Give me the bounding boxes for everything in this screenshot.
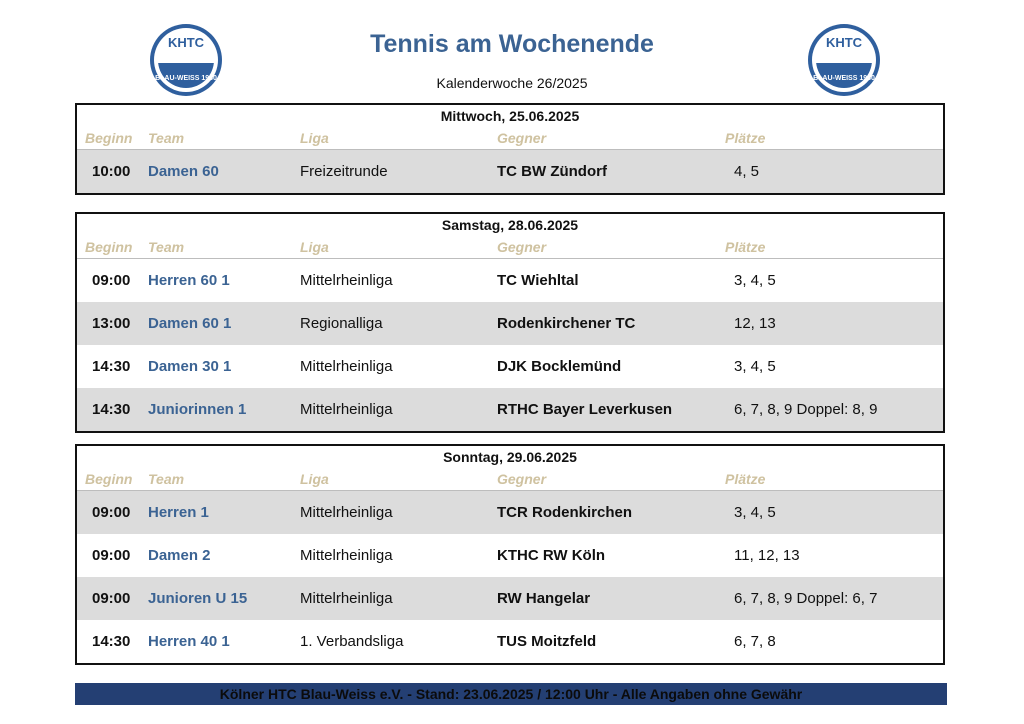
column-header-row: [77, 468, 943, 490]
match-time: 09:00: [92, 272, 131, 289]
match-opponent: Rodenkirchener TC: [497, 315, 636, 332]
match-courts: 12, 13: [734, 315, 776, 332]
column-header-plaetze: Plätze: [725, 239, 766, 255]
match-team: Herren 60 1: [148, 272, 230, 289]
match-courts: 3, 4, 5: [734, 358, 776, 375]
match-courts: 3, 4, 5: [734, 272, 776, 289]
match-opponent: KTHC RW Köln: [497, 547, 606, 564]
logo-text-bottom: BLAU-WEISS 1930: [155, 75, 217, 82]
match-time: 14:30: [92, 401, 131, 418]
match-opponent: TC BW Zündorf: [497, 163, 607, 180]
day-title: Mittwoch, 25.06.2025: [440, 108, 580, 124]
day-title: Sonntag, 29.06.2025: [443, 449, 577, 465]
page-title: Tennis am Wochenende: [370, 30, 654, 58]
match-league: Regionalliga: [300, 315, 383, 332]
match-row: [77, 302, 943, 345]
match-courts: 11, 12, 13: [734, 547, 800, 564]
column-header-team: Team: [148, 130, 185, 146]
column-header-liga: Liga: [300, 130, 329, 146]
footer-bar: Kölner HTC Blau-Weiss e.V. - Stand: 23.06.2025 / 12:00 Uhr - Alle Angaben ohne Gewähr: [75, 683, 947, 705]
column-header-gegner: Gegner: [497, 471, 547, 487]
match-time: 10:00: [92, 163, 131, 180]
match-opponent: RW Hangelar: [497, 590, 591, 607]
day-block-sunday: [75, 444, 945, 665]
match-team: Damen 30 1: [148, 358, 232, 375]
match-team: Junioren U 15: [148, 590, 248, 607]
column-header-row: [77, 236, 943, 258]
column-header-team: Team: [148, 471, 185, 487]
match-team: Herren 1: [148, 504, 209, 521]
column-header-plaetze: Plätze: [725, 130, 766, 146]
column-header-beginn: Beginn: [85, 130, 133, 146]
match-row: [77, 258, 943, 302]
match-courts: 6, 7, 8: [734, 633, 776, 650]
column-header-plaetze: Plätze: [725, 471, 766, 487]
match-league: Mittelrheinliga: [300, 401, 393, 418]
match-league: Mittelrheinliga: [300, 547, 393, 564]
match-courts: 3, 4, 5: [734, 504, 776, 521]
match-league: Mittelrheinliga: [300, 272, 393, 289]
match-opponent: DJK Bocklemünd: [497, 358, 622, 375]
match-row: [77, 577, 943, 620]
match-courts: 6, 7, 8, 9 Doppel: 8, 9: [734, 401, 878, 418]
logo-text-bottom: BLAU-WEISS 1930: [813, 75, 875, 82]
match-courts: 4, 5: [734, 163, 760, 180]
match-courts: 6, 7, 8, 9 Doppel: 6, 7: [734, 590, 878, 607]
match-league: Mittelrheinliga: [300, 504, 393, 521]
day-title: Samstag, 28.06.2025: [441, 217, 579, 233]
match-row: [77, 534, 943, 577]
calendar-week: Kalenderwoche 26/2025: [436, 75, 588, 91]
match-row: [77, 490, 943, 534]
day-block-saturday: [75, 212, 945, 433]
match-team: Herren 40 1: [148, 633, 230, 650]
match-team: Damen 2: [148, 547, 211, 564]
match-opponent: TUS Moitzfeld: [497, 633, 597, 650]
logo-text-top: KHTC: [825, 35, 863, 50]
match-time: 14:30: [92, 358, 131, 375]
day-block-wednesday: [75, 103, 945, 195]
match-team: Juniorinnen 1: [148, 401, 247, 418]
match-time: 14:30: [92, 633, 131, 650]
match-row: [77, 149, 943, 193]
column-header-team: Team: [148, 239, 185, 255]
match-time: 09:00: [92, 504, 131, 521]
match-time: 09:00: [92, 547, 131, 564]
match-row: [77, 388, 943, 431]
match-row: [77, 345, 943, 388]
column-header-gegner: Gegner: [497, 130, 547, 146]
column-header-row: [77, 127, 943, 149]
match-league: 1. Verbandsliga: [300, 633, 404, 650]
match-time: 13:00: [92, 315, 131, 332]
column-header-liga: Liga: [300, 239, 329, 255]
column-header-beginn: Beginn: [85, 239, 133, 255]
logo-text-top: KHTC: [167, 35, 205, 50]
match-time: 09:00: [92, 590, 131, 607]
match-opponent: TCR Rodenkirchen: [497, 504, 633, 521]
match-team: Damen 60: [148, 163, 219, 180]
match-league: Mittelrheinliga: [300, 590, 393, 607]
match-league: Mittelrheinliga: [300, 358, 393, 375]
match-row: [77, 620, 943, 663]
column-header-beginn: Beginn: [85, 471, 133, 487]
match-team: Damen 60 1: [148, 315, 232, 332]
match-league: Freizeitrunde: [300, 163, 388, 180]
match-opponent: RTHC Bayer Leverkusen: [497, 401, 673, 418]
column-header-liga: Liga: [300, 471, 329, 487]
match-opponent: TC Wiehltal: [497, 272, 579, 289]
column-header-gegner: Gegner: [497, 239, 547, 255]
